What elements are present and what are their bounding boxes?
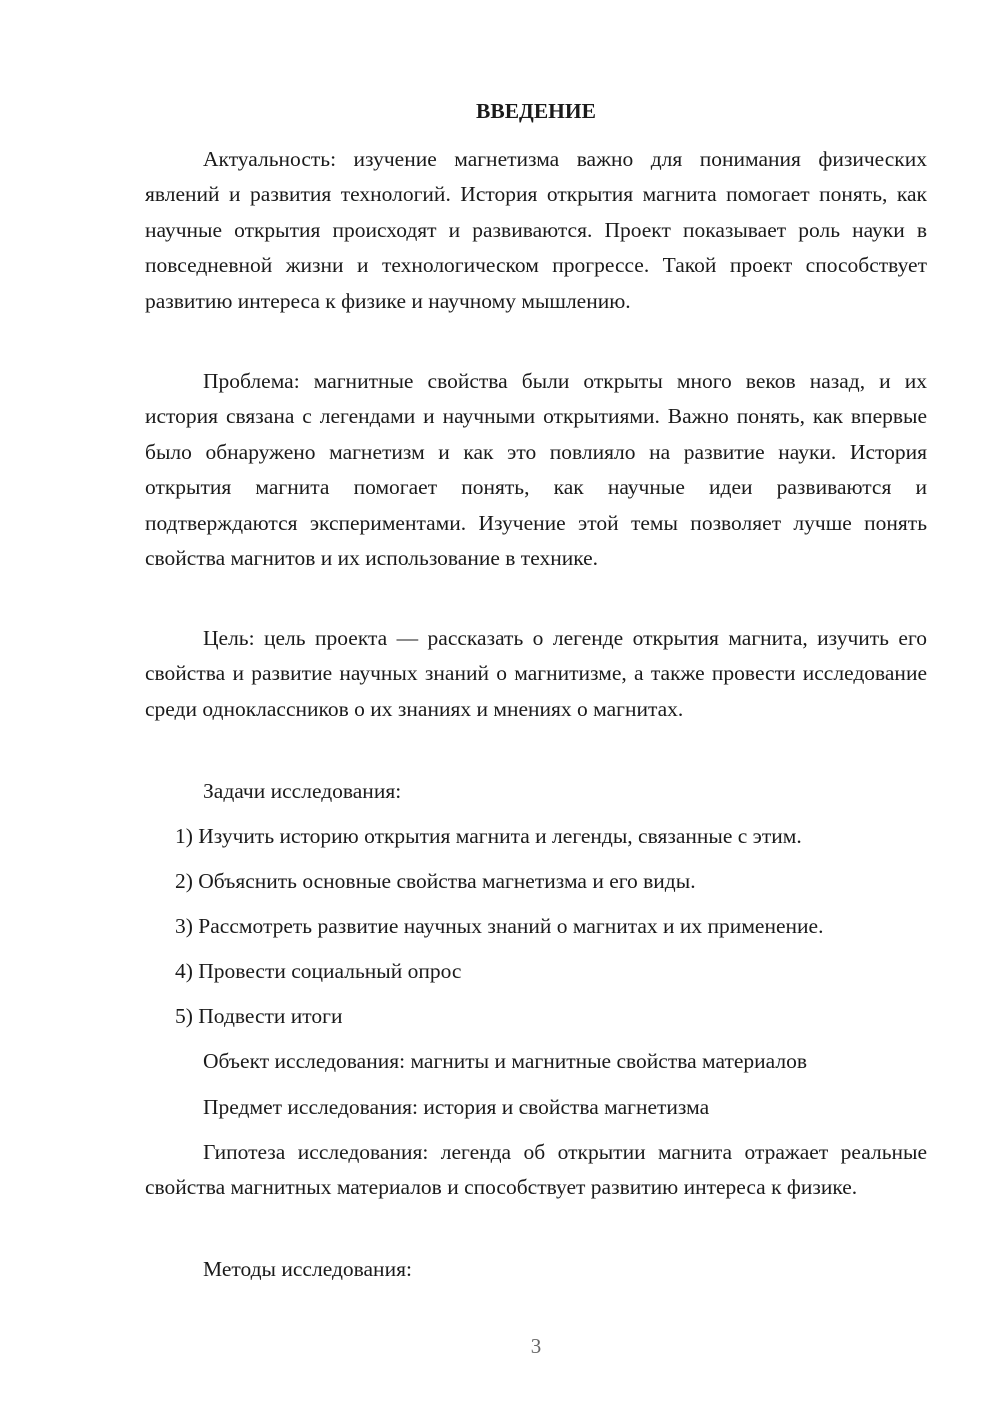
task-item-3: 3) Рассмотреть развитие научных знаний о магнитах и их применение. xyxy=(175,914,824,938)
goal-paragraph: Цель: цель проекта — рассказать о легенде открытия магнита, изучить его свойства и развитие научных знаний о магнитизме, а также провести исследование среди одноклассников о их знаниях и мнениях о магнитах. xyxy=(145,626,927,721)
page-number: 3 xyxy=(530,1334,542,1358)
research-subject: Предмет исследования: история и свойства магнетизма xyxy=(203,1095,710,1119)
research-object: Объект исследования: магниты и магнитные свойства материалов xyxy=(203,1049,808,1073)
relevance-paragraph: Актуальность: изучение магнетизма важно для понимания физических явлений и развития технологий. История открытия магнита помогает понять, как научные открытия происходят и развиваются. Проект показывает роль науки в повседневной жизни и технологическом прогрессе. Такой проект способствует развитию интереса к физике и научному мышлению. xyxy=(145,147,927,313)
methods-heading: Методы исследования: xyxy=(203,1257,412,1281)
task-item-5: 5) Подвести итоги xyxy=(175,1004,343,1028)
task-item-1: 1) Изучить историю открытия магнита и легенды, связанные с этим. xyxy=(175,824,802,848)
hypothesis-paragraph: Гипотеза исследования: легенда об открытии магнита отражает реальные свойства магнитных материалов и способствует развитию интереса к физике. xyxy=(145,1140,927,1200)
task-item-2: 2) Объяснить основные свойства магнетизма и его виды. xyxy=(175,869,696,893)
task-item-4: 4) Провести социальный опрос xyxy=(175,959,462,983)
tasks-heading: Задачи исследования: xyxy=(203,779,402,803)
problem-paragraph: Проблема: магнитные свойства были открыты много веков назад, и их история связана с легендами и научными открытиями. Важно понять, как впервые было обнаружено магнетизм и как это повлияло на развитие науки. История открытия магнита помогает понять, как научные идеи развиваются и подтверждаются экспериментами. Изучение этой темы позволяет лучше понять свойства магнитов и их использование в технике. xyxy=(145,369,927,571)
section-title: ВВЕДЕНИЕ xyxy=(476,99,596,123)
